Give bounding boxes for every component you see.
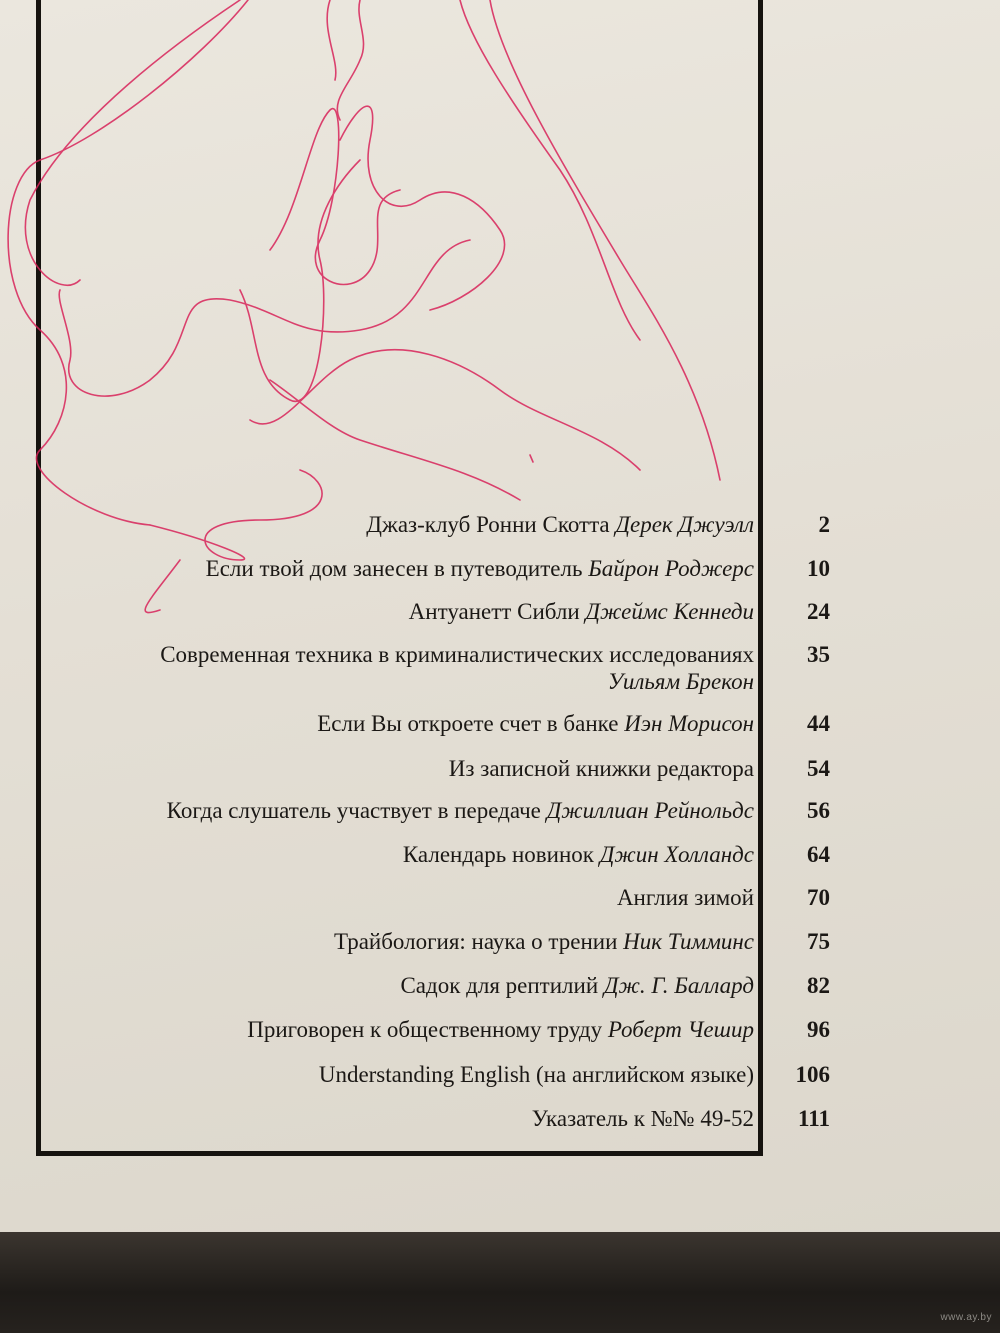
toc-author: Ник Тимминс	[623, 929, 754, 954]
toc-title-line	[319, 1061, 754, 1089]
toc-page-number: 111	[798, 1106, 830, 1131]
toc-title: Календарь новинок	[402, 842, 594, 867]
toc-page-number: 54	[807, 756, 830, 781]
toc-page-number: 35	[807, 642, 830, 667]
toc-title: Садок для рептилий	[400, 973, 599, 998]
toc-title: Если твой дом занесен в путеводитель	[205, 556, 583, 581]
toc-page-number: 10	[807, 556, 830, 581]
toc-page-number: 2	[818, 512, 830, 537]
toc-title-line	[206, 555, 754, 583]
toc-page-number: 96	[807, 1017, 830, 1042]
toc-title-line	[317, 710, 754, 738]
toc-title-line	[403, 841, 754, 869]
toc-title: Современная техника в криминалистических исследованиях	[160, 642, 754, 667]
toc-title-line	[409, 598, 754, 626]
toc-author: Уильям Брекон	[607, 669, 754, 694]
toc-page-number: 56	[807, 798, 830, 823]
toc-author: Дерек Джуэлл	[615, 512, 754, 537]
toc-author: Джиллиан Рейнольдс	[546, 798, 754, 823]
page-edge-shadow	[0, 1232, 1000, 1333]
toc-title: Англия зимой	[616, 885, 754, 910]
toc-title-line	[160, 641, 754, 669]
toc-author: Джин Холландс	[599, 842, 754, 867]
toc-author: Иэн Морисон	[624, 711, 754, 736]
toc-title: Understanding English (на английском языке)	[318, 1062, 754, 1087]
toc-author: Байрон Роджерс	[588, 556, 754, 581]
toc-title: Антуанетт Сибли	[408, 599, 580, 624]
toc-title: Если Вы откроете счет в банке	[317, 711, 619, 736]
toc-title-line	[167, 797, 754, 825]
toc-author: Джеймс Кеннеди	[585, 599, 754, 624]
toc-page-number: 44	[807, 711, 830, 736]
toc-title-line	[247, 1016, 754, 1044]
toc-title: Джаз-клуб Ронни Скотта	[366, 512, 610, 537]
toc-title: Приговорен к общественному труду	[247, 1017, 603, 1042]
toc-page-number: 64	[807, 842, 830, 867]
toc-title-line	[532, 1105, 754, 1133]
toc-title-line	[617, 884, 754, 912]
toc-page-number: 70	[807, 885, 830, 910]
toc-page-number: 82	[807, 973, 830, 998]
toc-title: Указатель к №№ 49-52	[531, 1106, 754, 1131]
toc-title-line	[449, 755, 754, 783]
watermark-text: www.ay.by	[940, 1312, 992, 1323]
toc-title-line	[334, 928, 754, 956]
toc-title: Из записной книжки редактора	[448, 756, 754, 781]
toc-title-line	[400, 972, 754, 1000]
toc-author: Дж. Г. Баллард	[603, 973, 754, 998]
toc-title: Трайбология: наука о трении	[334, 929, 618, 954]
toc-page-number: 24	[807, 599, 830, 624]
toc-title: Когда слушатель участвует в передаче	[166, 798, 541, 823]
toc-author: Роберт Чешир	[607, 1017, 754, 1042]
toc-page-number: 75	[807, 929, 830, 954]
toc-title-line	[366, 511, 754, 539]
toc-page-number: 106	[795, 1062, 830, 1087]
